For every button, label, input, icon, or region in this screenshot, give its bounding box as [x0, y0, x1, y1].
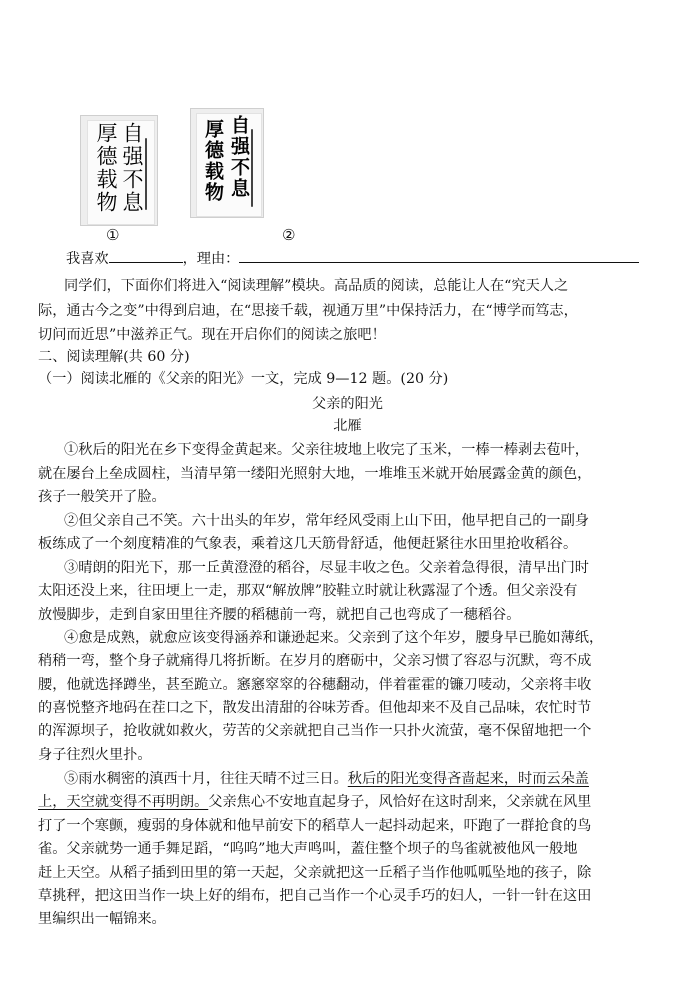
p4-line-6: 身子往烈火里扑。	[38, 747, 152, 763]
p5-line-6: 草挑秤，把这田当作一块上好的绢布，把自己当作一个心灵手巧的妇人，一针一针在这田	[38, 888, 592, 904]
intro-line-2: 际，通古今之变”中得到启迪，在“思接千载，视通万里”中保持活力，在“博学而笃志，	[38, 303, 578, 319]
calligraphy-image-1	[80, 115, 158, 226]
prompt-text-b: ，理由：	[182, 251, 240, 267]
p5-line-4: 雀。父亲就势一通手舞足蹈，“呜呜”地大声鸣叫，蓋住整个坝子的鸟雀就被他风一般地	[38, 841, 578, 857]
p4-line-4: 的喜悦整齐地码在茬口之下，散发出清甜的谷味芳香。但他却来不及自己品味，农忙时节	[38, 700, 592, 716]
article-title: 父亲的阳光	[312, 396, 383, 412]
p3-line-1: ③晴朗的阳光下，那一丘黄澄澄的稻谷，尽显丰收之色。父亲着急得很，清早出门时	[64, 560, 589, 576]
p5-continuation: 父亲焦心不安地直起身子，风恰好在这时刮来，父亲就在风里	[208, 794, 592, 810]
preference-prompt	[66, 248, 686, 270]
p5-underlined-sentence-start: 秋后的阳光变得吝啬起来，时而云朵盖	[347, 771, 589, 787]
intro-line-1: 同学们，下面你们将进入“阅读理解”模块。高品质的阅读，总能让人在“究天人之	[64, 278, 569, 294]
calligraphy-image-2	[190, 108, 264, 218]
p3-line-2: 太阳还没上来，往田埂上一走，那双“解放牌”胶鞋立时就让秋露湿了个透。但父亲没有	[38, 583, 578, 599]
p5-intro: ⑤雨水稠密的滇西十月，往往天晴不过三日。	[64, 771, 348, 787]
calligraphy-signature	[251, 129, 253, 207]
p5-line-1	[64, 768, 695, 790]
calligraphy-column-left: 厚德载物	[94, 122, 118, 214]
p5-line-5: 赶上天空。从稻子插到田里的第一天起，父亲就把这一丘稻子当作他呱呱坠地的孩子，除	[38, 865, 592, 881]
p3-line-3: 放慢脚步，走到自家田里往齐腰的稻穗前一弯，就把自己也弯成了一穗稻谷。	[38, 607, 521, 623]
p5-line-3: 打了一个寒颤，瘦弱的身体就和他早前安下的稻草人一起抖动起来，吓跑了一群抢食的鸟	[38, 818, 592, 834]
preference-blank[interactable]	[109, 248, 183, 263]
p5-line-2	[38, 791, 695, 813]
section-title: 二、阅读理解(共 60 分)	[38, 349, 190, 365]
reason-blank[interactable]	[239, 248, 639, 263]
p1-line-1: ①秋后的阳光在乡下变得金黄起来。父亲往坡地上收完了玉米，一棒一棒剥去苞叶，	[64, 442, 589, 458]
intro-line-3: 切问而近思”中滋养正气。现在开启你们的阅读之旅吧！	[38, 327, 386, 343]
p1-line-2: 就在屡台上垒成圆柱，当清早第一缕阳光照射大地，一堆堆玉米就开始展露金黄的颜色，	[38, 466, 592, 482]
image-1-caption: ①	[106, 226, 120, 244]
p2-line-1: ②但父亲自己不笑。六十出头的年岁，常年经风受雨上山下田，他早把自己的一副身	[64, 513, 589, 529]
calligraphy-column-left: 厚德载物	[202, 119, 224, 203]
p4-line-2: 稍稍一弯，整个身子就痛得几将折断。在岁月的磨砺中，父亲习惯了容忍与沉默，弯不成	[38, 653, 592, 669]
p1-line-3: 孩子一般笑开了脸。	[38, 489, 166, 505]
calligraphy-column-right: 自强不息	[120, 122, 144, 214]
p5-underlined-sentence-end: 上，天空就变得不再明朗。	[38, 794, 209, 810]
p4-line-1: ④愈是成熟，就愈应该变得涵养和谦逊起来。父亲到了这个年岁，腰身早已脆如薄纸，	[64, 630, 604, 646]
subsection-title: （一）阅读北雁的《父亲的阳光》一文，完成 9—12 题。(20 分)	[38, 371, 449, 387]
calligraphy-column-right: 自强不息	[228, 115, 250, 199]
prompt-text-a: 我喜欢	[66, 251, 109, 267]
p5-line-7: 里编织出一幅锦来。	[38, 911, 166, 927]
image-2-caption: ②	[282, 226, 296, 244]
p4-line-3: 腰，他就选择蹲坐，甚至跪立。窸窸窣窣的谷穗翻动，伴着霍霍的镰刀唛动，父亲将丰收	[38, 677, 592, 693]
p4-line-5: 的浑源坝子，抢收就如救火，劳苦的父亲就把自己当作一只扑火流萤，毫不保留地把一个	[38, 723, 592, 739]
p2-line-2: 板练成了一个刻度精准的气象表，乘着这几天筋骨舒适，他便赶紧往水田里抢收稻谷。	[38, 536, 578, 552]
calligraphy-signature	[145, 138, 147, 210]
article-author: 北雁	[333, 418, 362, 434]
